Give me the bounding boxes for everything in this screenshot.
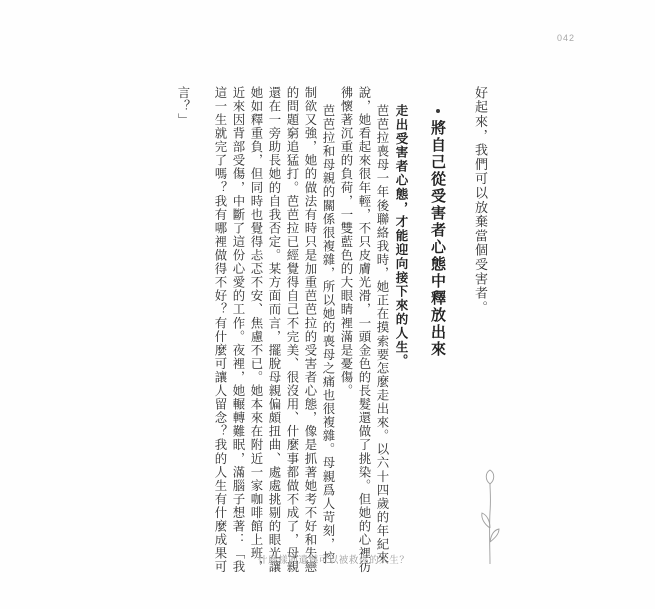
section-subheading: 走出受害者心態，才能迎向接下來的人生。	[394, 104, 409, 369]
paragraph-column: 說，她看起來很年輕，不只皮膚光滑，一頭金色的長髮還做了挑染。但她的心裡彷	[357, 86, 372, 574]
paragraph-column: 近來因背部受傷，中斷了這份心愛的工作。夜裡，她輾轉難眠，滿腦子想著：「我	[231, 86, 246, 574]
running-footer-title: 什麼樣的遺憾可以被救你的人生？	[258, 555, 410, 566]
flower-icon	[478, 468, 502, 566]
intro-line: 好起來，我們可以放棄當個受害者。	[472, 86, 487, 315]
paragraph-column: 彿懷著沉重的負荷，一雙藍色的大眼睛裡滿是憂傷。	[339, 86, 354, 398]
paragraph-column: 她如釋重負，但同時也覺得忐忑不安、焦慮不已。她本來在附近一家咖啡館上班，	[249, 86, 264, 574]
page-number: 042	[556, 33, 575, 43]
paragraph-column: 制欲又強，她的做法有時只是加重芭芭拉的受害者心態，像是抓著她考不好和失戀	[303, 86, 318, 574]
paragraph-column: 的問題窮追猛打。芭芭拉已經覺得自己不完美、很沒用、什麼事都做不成了，母親	[285, 86, 300, 574]
heading-bullet-icon	[436, 109, 440, 113]
paragraph-column: 言？」	[176, 86, 191, 127]
paragraph-column: 還在一旁助長她的自我否定。某方面而言，擺脫母親偏頗扭曲、處處挑剔的眼光讓	[267, 86, 282, 574]
paragraph-column: 芭芭拉和母親的關係很複雜，所以她的喪母之痛也很複雜。母親爲人苛刻，控	[321, 104, 336, 565]
paragraph-column: 這一生就完了嗎？我有哪裡做得不好？有什麼可讓人留念？我的人生有什麼成果可	[213, 86, 228, 574]
section-heading: 將自己從受害者心態中釋放出來	[429, 120, 447, 358]
paragraph-column: 芭芭拉喪母一年後聯絡我時，她正在摸索要怎麼走出來。以六十四歲的年紀來	[375, 104, 390, 565]
